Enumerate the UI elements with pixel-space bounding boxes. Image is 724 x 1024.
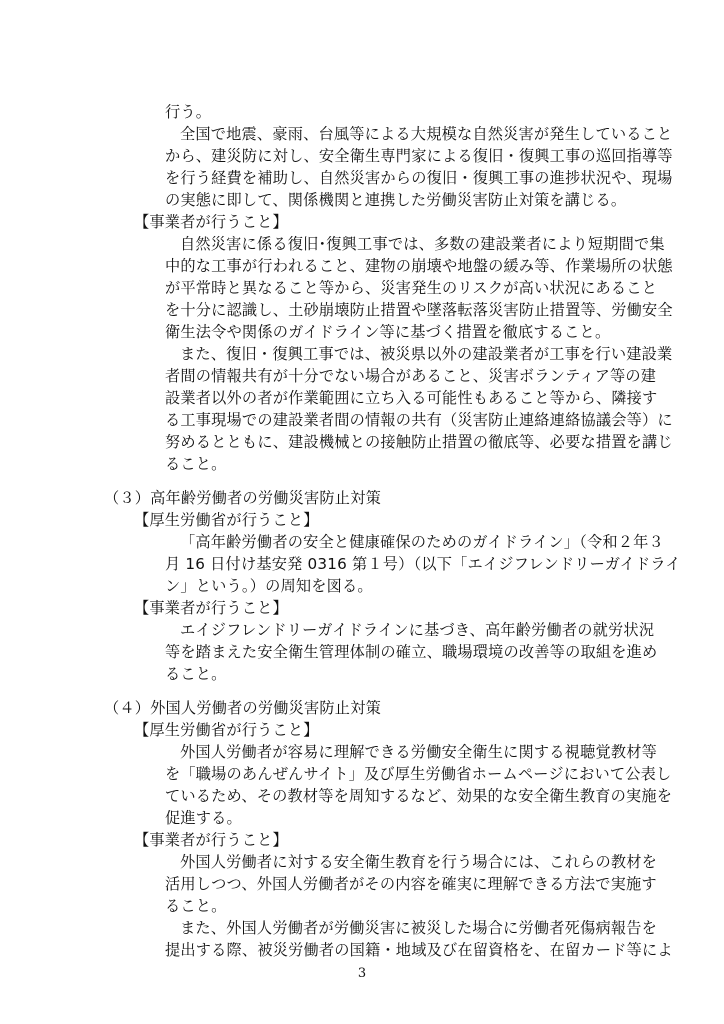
- text-line: ン」という。）の周知を図る。: [165, 577, 373, 595]
- text-line: る工事現場での建設業者間の情報の共有（災害防止連絡連絡協議会等）に: [165, 411, 673, 429]
- text-line: 外国人労働者に対する安全衛生教育を行う場合には、これらの教材を: [180, 853, 658, 871]
- text-line: 全国で地震、豪雨、台風等による大規模な自然災害が発生していること: [180, 125, 673, 143]
- text-line: 月 16 日付け基安発 0316 第１号）（以下「エイジフレンドリーガイドライ: [165, 555, 681, 573]
- text-line: また、復旧・復興工事では、被災県以外の建設業者が工事を行い建設業: [180, 345, 673, 363]
- text-line: 提出する際、被災労働者の国籍・地域及び在留資格を、在留カード等によ: [165, 941, 673, 959]
- section-label: 【事業者が行うこと】: [134, 213, 288, 231]
- text-line: 設業者以外の者が作業範囲に立ち入る可能性もあること等から、隣接す: [165, 389, 658, 407]
- section-label: 【厚生労働省が行うこと】: [134, 721, 319, 739]
- section-heading: （４）外国人労働者の労働災害防止対策: [104, 699, 381, 717]
- text-line: を行う経費を補助し、自然災害からの復旧・復興工事の進捗状況や、現場: [165, 169, 673, 187]
- text-line: 努めるとともに、建設機械との接触防止措置の徹底等、必要な措置を講じ: [165, 433, 673, 451]
- text-line: エイジフレンドリーガイドラインに基づき、高年齢労働者の就労状況: [180, 621, 655, 639]
- text-line: 活用しつつ、外国人労働者がその内容を確実に理解できる方法で実施す: [165, 875, 657, 893]
- page-number: 3: [357, 966, 367, 981]
- text-line: を十分に認識し、土砂崩壊防止措置や墜落転落災害防止措置等、労働安全: [165, 301, 673, 319]
- text-line: の実態に即して、関係機関と連携した労働災害防止対策を講じる。: [165, 191, 627, 209]
- section-heading: （３）高年齢労働者の労働災害防止対策: [104, 489, 381, 507]
- section-label: 【厚生労働省が行うこと】: [134, 511, 319, 529]
- text-line: 衛生法令や関係のガイドライン等に基づく措置を徹底すること。: [165, 323, 611, 341]
- text-line: 等を踏まえた安全衛生管理体制の確立、職場環境の改善等の取組を進め: [165, 643, 658, 661]
- text-line: ること。: [165, 665, 227, 683]
- text-line: 「高年齢労働者の安全と健康確保のためのガイドライン」（令和２年３: [180, 533, 664, 551]
- text-line: 自然災害に係る復旧･復興工事では、多数の建設業者により短期間で集: [180, 235, 665, 253]
- text-line: ること。: [165, 897, 227, 915]
- text-line: 行う。: [165, 103, 212, 121]
- text-line: 促進する。: [165, 809, 242, 827]
- text-line: が平常時と異なること等から、災害発生のリスクが高い状況にあること: [165, 279, 658, 297]
- text-line: を「職場のあんぜんサイト」及び厚生労働省ホームページにおいて公表し: [165, 765, 672, 783]
- text-line: ること。: [165, 455, 227, 473]
- text-line: から、建災防に対し、安全衛生専門家による復旧・復興工事の巡回指導等: [165, 147, 673, 165]
- text-line: 外国人労働者が容易に理解できる労働安全衛生に関する視聴覚教材等: [180, 743, 658, 761]
- text-line: ているため、その教材等を周知するなど、効果的な安全衛生教育の実施を: [165, 787, 673, 805]
- section-label: 【事業者が行うこと】: [134, 831, 288, 849]
- text-line: 中的な工事が行われること、建物の崩壊や地盤の緩み等、作業場所の状態: [165, 257, 673, 275]
- text-line: また、外国人労働者が労働災害に被災した場合に労働者死傷病報告を: [180, 919, 658, 937]
- text-line: 者間の情報共有が十分でない場合があること、災害ボランティア等の建: [165, 367, 657, 385]
- section-label: 【事業者が行うこと】: [134, 599, 288, 617]
